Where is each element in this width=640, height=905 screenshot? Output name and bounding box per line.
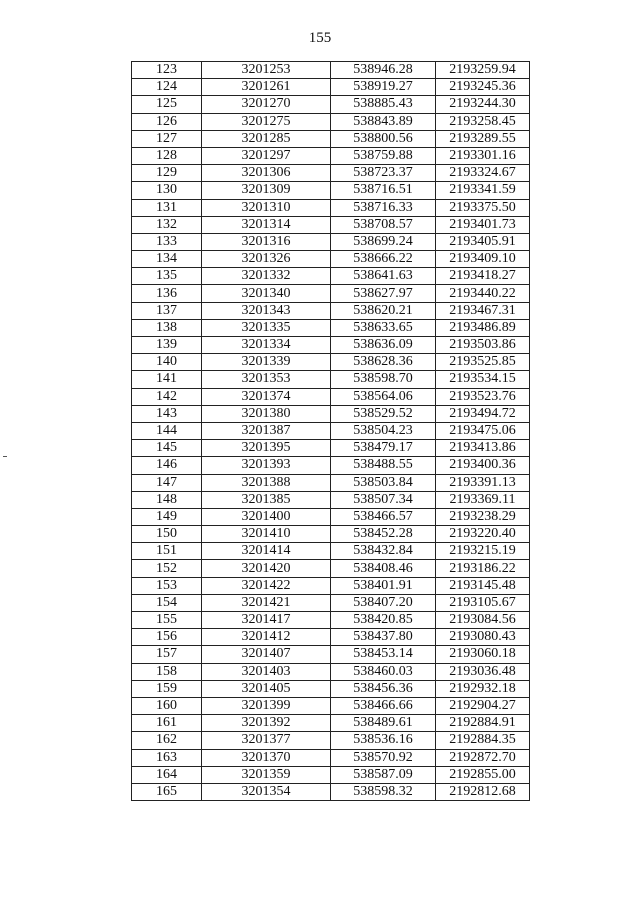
table-row: [132, 766, 530, 783]
table-row: [132, 594, 530, 611]
x-coordinate-cell: 538723.37: [331, 165, 436, 182]
point-number-cell: 152: [132, 560, 202, 577]
y-coordinate-cell: 2193244.30: [436, 96, 530, 113]
point-id-cell: 3201334: [202, 337, 331, 354]
point-number-cell: 141: [132, 371, 202, 388]
point-id-cell: 3201340: [202, 285, 331, 302]
point-number-cell: 151: [132, 543, 202, 560]
x-coordinate-cell: 538716.33: [331, 199, 436, 216]
y-coordinate-cell: 2193220.40: [436, 526, 530, 543]
point-id-cell: 3201407: [202, 646, 331, 663]
point-id-cell: 3201377: [202, 732, 331, 749]
table-row: [132, 508, 530, 525]
table-row: [132, 62, 530, 79]
table-row: [132, 474, 530, 491]
table-row: [132, 268, 530, 285]
table-row: [132, 663, 530, 680]
table-row: [132, 96, 530, 113]
x-coordinate-cell: 538708.57: [331, 216, 436, 233]
table-row: [132, 285, 530, 302]
point-number-cell: 139: [132, 337, 202, 354]
y-coordinate-cell: 2193245.36: [436, 79, 530, 96]
point-id-cell: 3201405: [202, 680, 331, 697]
table-row: [132, 337, 530, 354]
x-coordinate-cell: 538408.46: [331, 560, 436, 577]
point-id-cell: 3201417: [202, 612, 331, 629]
point-id-cell: 3201359: [202, 766, 331, 783]
y-coordinate-cell: 2193467.31: [436, 302, 530, 319]
point-number-cell: 132: [132, 216, 202, 233]
point-id-cell: 3201343: [202, 302, 331, 319]
table-row: [132, 526, 530, 543]
x-coordinate-cell: 538641.63: [331, 268, 436, 285]
y-coordinate-cell: 2193080.43: [436, 629, 530, 646]
y-coordinate-cell: 2193475.06: [436, 422, 530, 439]
x-coordinate-cell: 538529.52: [331, 405, 436, 422]
y-coordinate-cell: 2193440.22: [436, 285, 530, 302]
x-coordinate-cell: 538598.32: [331, 783, 436, 800]
y-coordinate-cell: 2193523.76: [436, 388, 530, 405]
x-coordinate-cell: 538504.23: [331, 422, 436, 439]
point-number-cell: 125: [132, 96, 202, 113]
y-coordinate-cell: 2193525.85: [436, 354, 530, 371]
point-id-cell: 3201306: [202, 165, 331, 182]
point-id-cell: 3201399: [202, 697, 331, 714]
x-coordinate-cell: 538437.80: [331, 629, 436, 646]
point-id-cell: 3201339: [202, 354, 331, 371]
table-row: [132, 646, 530, 663]
y-coordinate-cell: 2192872.70: [436, 749, 530, 766]
x-coordinate-cell: 538420.85: [331, 612, 436, 629]
point-number-cell: 142: [132, 388, 202, 405]
x-coordinate-cell: 538800.56: [331, 130, 436, 147]
y-coordinate-cell: 2192884.91: [436, 715, 530, 732]
table-row: [132, 543, 530, 560]
y-coordinate-cell: 2193494.72: [436, 405, 530, 422]
point-id-cell: 3201270: [202, 96, 331, 113]
point-id-cell: 3201400: [202, 508, 331, 525]
x-coordinate-cell: 538633.65: [331, 319, 436, 336]
table-row: [132, 783, 530, 800]
x-coordinate-cell: 538401.91: [331, 577, 436, 594]
y-coordinate-cell: 2193418.27: [436, 268, 530, 285]
point-id-cell: 3201393: [202, 457, 331, 474]
point-id-cell: 3201326: [202, 251, 331, 268]
x-coordinate-cell: 538699.24: [331, 233, 436, 250]
x-coordinate-cell: 538564.06: [331, 388, 436, 405]
y-coordinate-cell: 2193289.55: [436, 130, 530, 147]
y-coordinate-cell: 2192812.68: [436, 783, 530, 800]
point-number-cell: 143: [132, 405, 202, 422]
stray-mark: [3, 456, 7, 457]
point-id-cell: 3201410: [202, 526, 331, 543]
y-coordinate-cell: 2193238.29: [436, 508, 530, 525]
point-id-cell: 3201310: [202, 199, 331, 216]
y-coordinate-cell: 2193534.15: [436, 371, 530, 388]
point-id-cell: 3201422: [202, 577, 331, 594]
y-coordinate-cell: 2193259.94: [436, 62, 530, 79]
point-id-cell: 3201385: [202, 491, 331, 508]
table-row: [132, 422, 530, 439]
point-number-cell: 163: [132, 749, 202, 766]
x-coordinate-cell: 538628.36: [331, 354, 436, 371]
point-number-cell: 150: [132, 526, 202, 543]
point-number-cell: 145: [132, 440, 202, 457]
y-coordinate-cell: 2193503.86: [436, 337, 530, 354]
point-number-cell: 155: [132, 612, 202, 629]
table-row: [132, 405, 530, 422]
table-row: [132, 130, 530, 147]
point-number-cell: 146: [132, 457, 202, 474]
point-number-cell: 129: [132, 165, 202, 182]
table-row: [132, 577, 530, 594]
point-number-cell: 164: [132, 766, 202, 783]
table-row: [132, 388, 530, 405]
point-number-cell: 161: [132, 715, 202, 732]
x-coordinate-cell: 538407.20: [331, 594, 436, 611]
table-row: [132, 251, 530, 268]
coordinates-table-body: [132, 62, 530, 801]
point-id-cell: 3201332: [202, 268, 331, 285]
point-id-cell: 3201370: [202, 749, 331, 766]
y-coordinate-cell: 2193324.67: [436, 165, 530, 182]
point-id-cell: 3201309: [202, 182, 331, 199]
point-number-cell: 160: [132, 697, 202, 714]
table-row: [132, 165, 530, 182]
point-id-cell: 3201353: [202, 371, 331, 388]
y-coordinate-cell: 2193341.59: [436, 182, 530, 199]
table-row: [132, 732, 530, 749]
x-coordinate-cell: 538466.57: [331, 508, 436, 525]
x-coordinate-cell: 538636.09: [331, 337, 436, 354]
x-coordinate-cell: 538507.34: [331, 491, 436, 508]
x-coordinate-cell: 538946.28: [331, 62, 436, 79]
x-coordinate-cell: 538466.66: [331, 697, 436, 714]
x-coordinate-cell: 538716.51: [331, 182, 436, 199]
point-number-cell: 154: [132, 594, 202, 611]
point-number-cell: 124: [132, 79, 202, 96]
page-number: 155: [308, 30, 332, 46]
table-row: [132, 612, 530, 629]
x-coordinate-cell: 538620.21: [331, 302, 436, 319]
point-number-cell: 159: [132, 680, 202, 697]
y-coordinate-cell: 2193301.16: [436, 147, 530, 164]
x-coordinate-cell: 538453.14: [331, 646, 436, 663]
point-number-cell: 133: [132, 233, 202, 250]
y-coordinate-cell: 2193258.45: [436, 113, 530, 130]
table-row: [132, 440, 530, 457]
point-number-cell: 149: [132, 508, 202, 525]
point-id-cell: 3201421: [202, 594, 331, 611]
y-coordinate-cell: 2193413.86: [436, 440, 530, 457]
point-id-cell: 3201403: [202, 663, 331, 680]
point-number-cell: 137: [132, 302, 202, 319]
x-coordinate-cell: 538843.89: [331, 113, 436, 130]
y-coordinate-cell: 2192855.00: [436, 766, 530, 783]
point-number-cell: 138: [132, 319, 202, 336]
point-number-cell: 136: [132, 285, 202, 302]
y-coordinate-cell: 2193186.22: [436, 560, 530, 577]
point-number-cell: 156: [132, 629, 202, 646]
y-coordinate-cell: 2193375.50: [436, 199, 530, 216]
point-number-cell: 135: [132, 268, 202, 285]
y-coordinate-cell: 2193400.36: [436, 457, 530, 474]
point-number-cell: 157: [132, 646, 202, 663]
x-coordinate-cell: 538452.28: [331, 526, 436, 543]
point-id-cell: 3201275: [202, 113, 331, 130]
point-id-cell: 3201354: [202, 783, 331, 800]
x-coordinate-cell: 538432.84: [331, 543, 436, 560]
point-number-cell: 134: [132, 251, 202, 268]
point-id-cell: 3201314: [202, 216, 331, 233]
point-id-cell: 3201392: [202, 715, 331, 732]
point-id-cell: 3201395: [202, 440, 331, 457]
table-row: [132, 216, 530, 233]
y-coordinate-cell: 2193405.91: [436, 233, 530, 250]
point-id-cell: 3201285: [202, 130, 331, 147]
x-coordinate-cell: 538759.88: [331, 147, 436, 164]
table-row: [132, 354, 530, 371]
point-id-cell: 3201387: [202, 422, 331, 439]
x-coordinate-cell: 538488.55: [331, 457, 436, 474]
table-row: [132, 79, 530, 96]
x-coordinate-cell: 538503.84: [331, 474, 436, 491]
table-row: [132, 680, 530, 697]
x-coordinate-cell: 538919.27: [331, 79, 436, 96]
point-id-cell: 3201374: [202, 388, 331, 405]
x-coordinate-cell: 538587.09: [331, 766, 436, 783]
point-id-cell: 3201335: [202, 319, 331, 336]
table-row: [132, 233, 530, 250]
point-number-cell: 165: [132, 783, 202, 800]
x-coordinate-cell: 538489.61: [331, 715, 436, 732]
y-coordinate-cell: 2193486.89: [436, 319, 530, 336]
y-coordinate-cell: 2193084.56: [436, 612, 530, 629]
y-coordinate-cell: 2193409.10: [436, 251, 530, 268]
point-number-cell: 147: [132, 474, 202, 491]
x-coordinate-cell: 538570.92: [331, 749, 436, 766]
table-row: [132, 715, 530, 732]
table-row: [132, 302, 530, 319]
table-row: [132, 199, 530, 216]
table-row: [132, 491, 530, 508]
point-number-cell: 131: [132, 199, 202, 216]
point-id-cell: 3201388: [202, 474, 331, 491]
table-row: [132, 182, 530, 199]
x-coordinate-cell: 538627.97: [331, 285, 436, 302]
point-number-cell: 123: [132, 62, 202, 79]
y-coordinate-cell: 2192904.27: [436, 697, 530, 714]
y-coordinate-cell: 2193215.19: [436, 543, 530, 560]
point-id-cell: 3201420: [202, 560, 331, 577]
coordinates-table: [131, 61, 530, 801]
table-row: [132, 113, 530, 130]
x-coordinate-cell: 538479.17: [331, 440, 436, 457]
y-coordinate-cell: 2193145.48: [436, 577, 530, 594]
point-number-cell: 162: [132, 732, 202, 749]
point-id-cell: 3201297: [202, 147, 331, 164]
table-row: [132, 457, 530, 474]
point-id-cell: 3201412: [202, 629, 331, 646]
point-number-cell: 144: [132, 422, 202, 439]
x-coordinate-cell: 538536.16: [331, 732, 436, 749]
table-row: [132, 319, 530, 336]
x-coordinate-cell: 538456.36: [331, 680, 436, 697]
y-coordinate-cell: 2193391.13: [436, 474, 530, 491]
point-number-cell: 148: [132, 491, 202, 508]
point-number-cell: 158: [132, 663, 202, 680]
point-number-cell: 130: [132, 182, 202, 199]
point-number-cell: 128: [132, 147, 202, 164]
point-id-cell: 3201414: [202, 543, 331, 560]
point-id-cell: 3201261: [202, 79, 331, 96]
table-row: [132, 147, 530, 164]
x-coordinate-cell: 538460.03: [331, 663, 436, 680]
point-id-cell: 3201253: [202, 62, 331, 79]
y-coordinate-cell: 2192884.35: [436, 732, 530, 749]
point-number-cell: 126: [132, 113, 202, 130]
x-coordinate-cell: 538666.22: [331, 251, 436, 268]
table-row: [132, 749, 530, 766]
point-number-cell: 153: [132, 577, 202, 594]
y-coordinate-cell: 2193105.67: [436, 594, 530, 611]
x-coordinate-cell: 538598.70: [331, 371, 436, 388]
table-row: [132, 560, 530, 577]
point-id-cell: 3201316: [202, 233, 331, 250]
y-coordinate-cell: 2193036.48: [436, 663, 530, 680]
point-id-cell: 3201380: [202, 405, 331, 422]
point-number-cell: 140: [132, 354, 202, 371]
y-coordinate-cell: 2193401.73: [436, 216, 530, 233]
x-coordinate-cell: 538885.43: [331, 96, 436, 113]
table-row: [132, 371, 530, 388]
table-row: [132, 697, 530, 714]
point-number-cell: 127: [132, 130, 202, 147]
y-coordinate-cell: 2193060.18: [436, 646, 530, 663]
table-row: [132, 629, 530, 646]
y-coordinate-cell: 2192932.18: [436, 680, 530, 697]
y-coordinate-cell: 2193369.11: [436, 491, 530, 508]
